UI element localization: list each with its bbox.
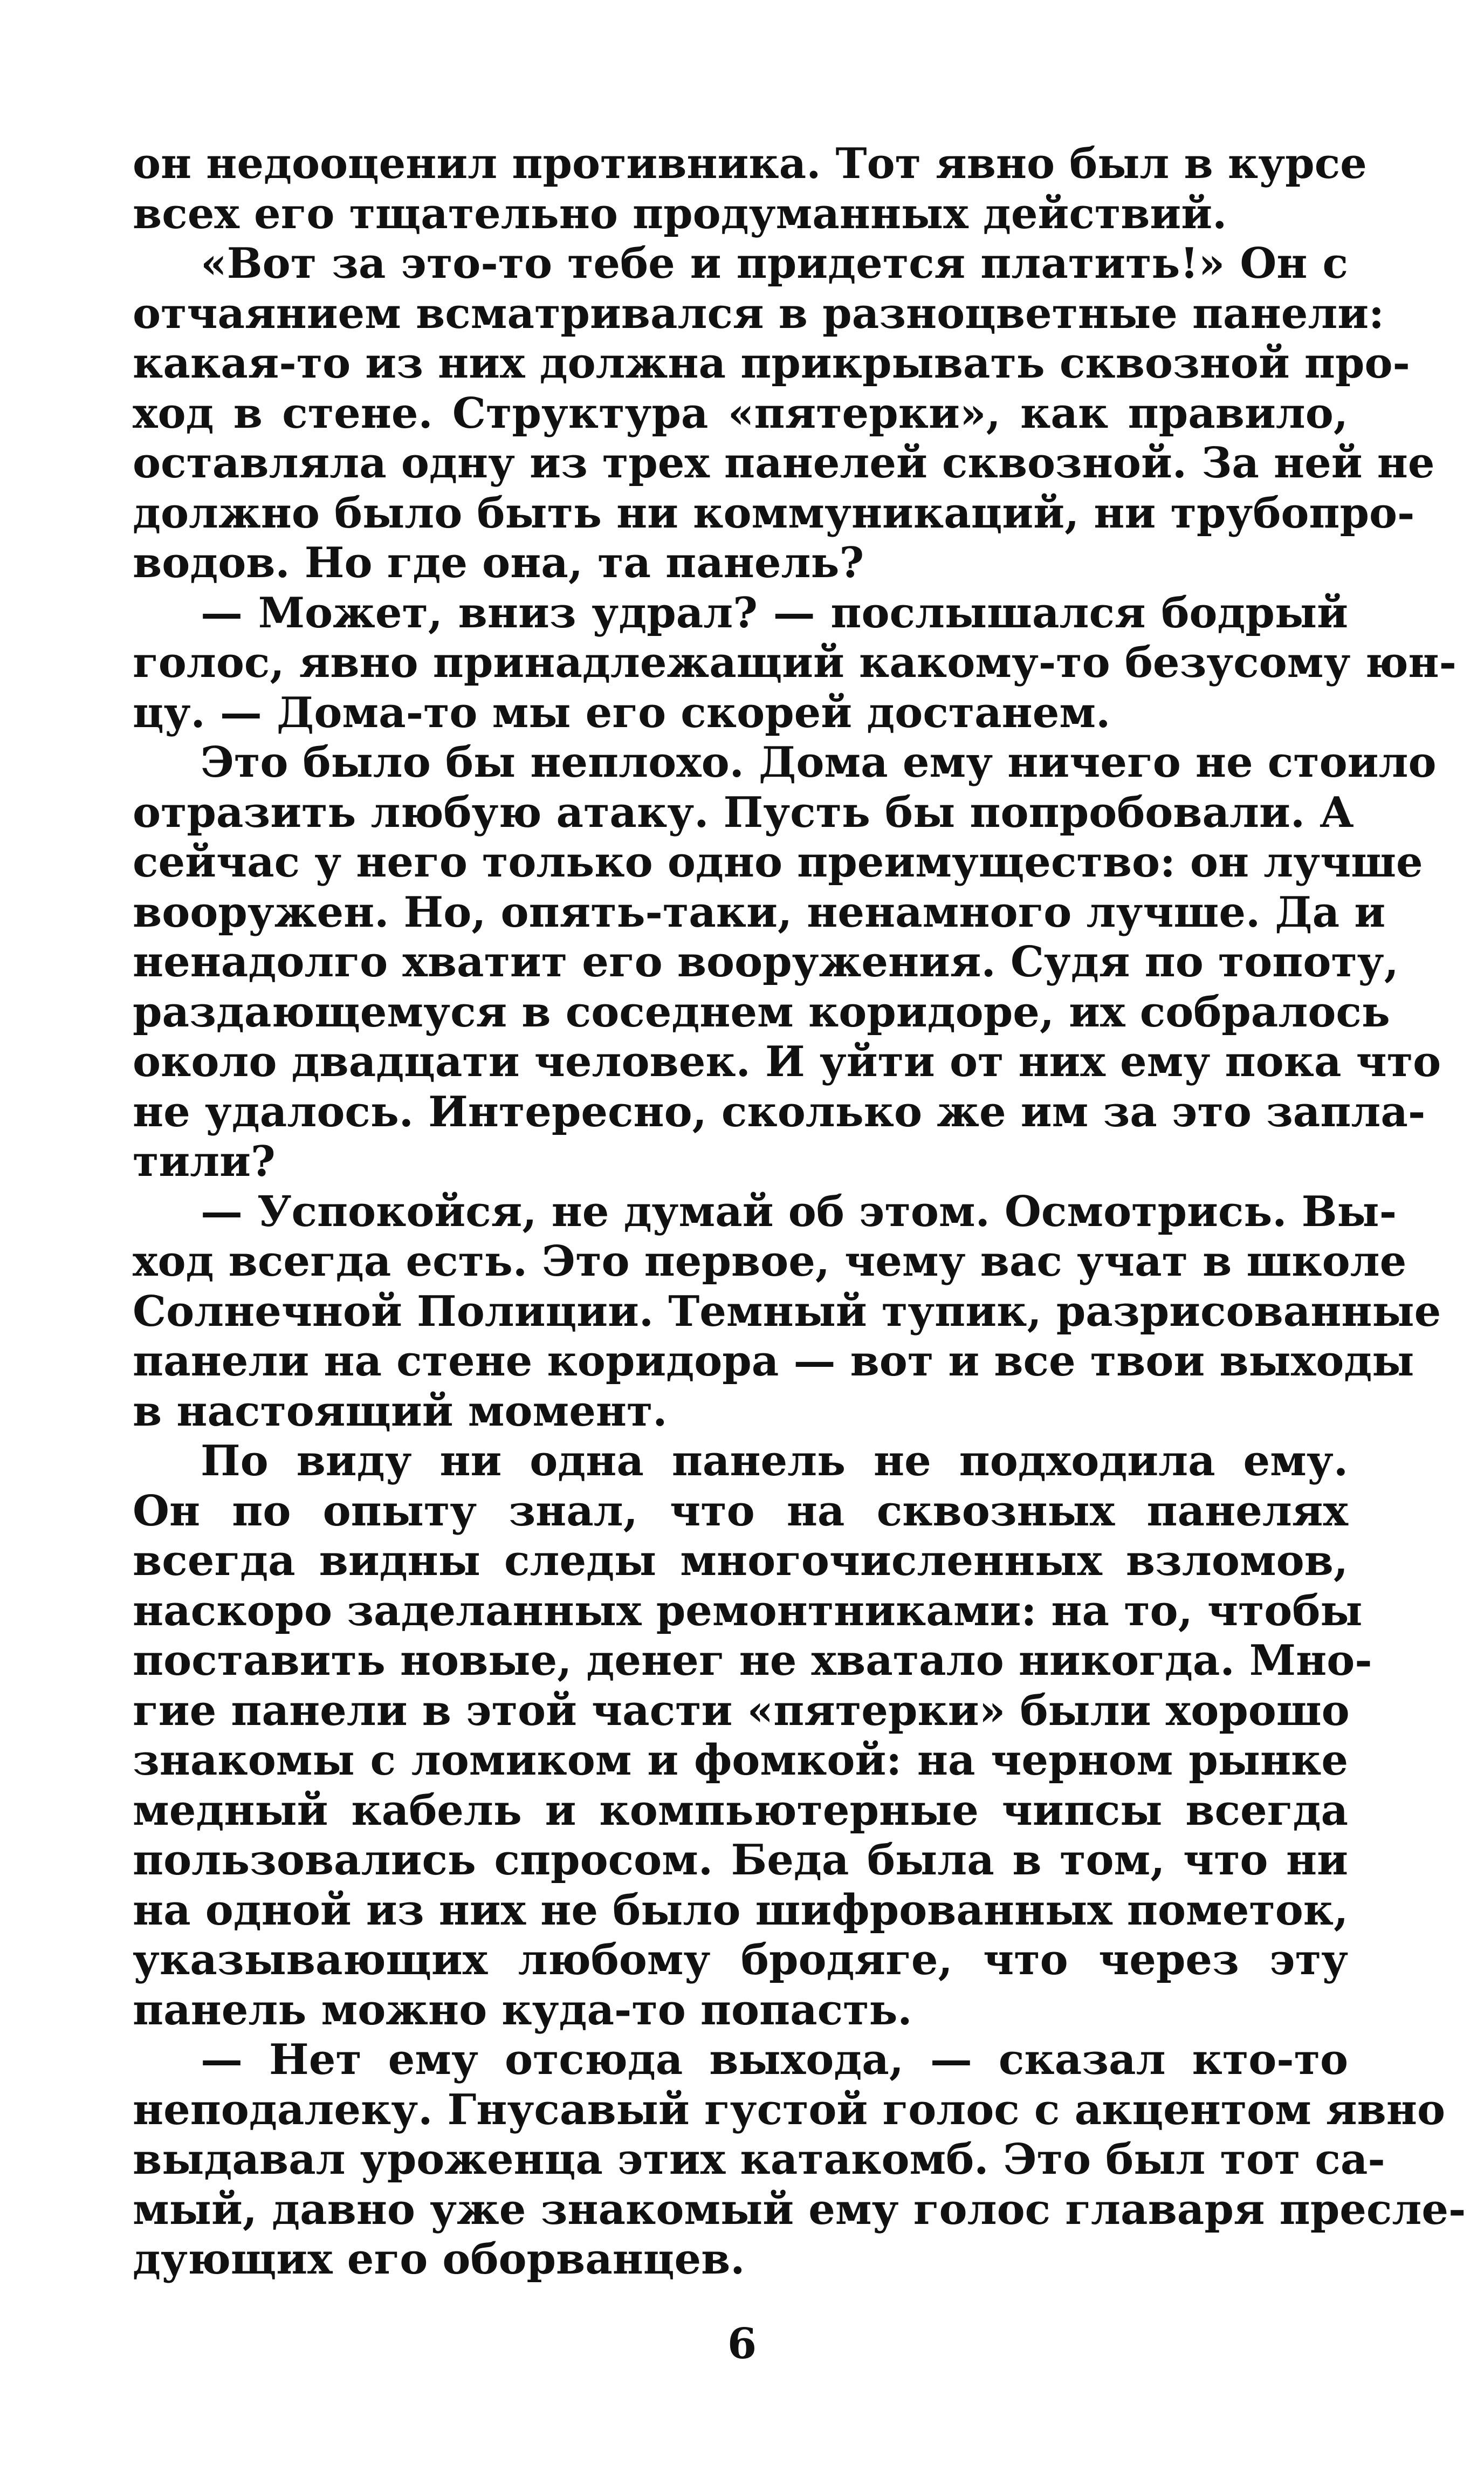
text-line: цу. — Дома-то мы его скорей достанем. — [133, 688, 1111, 737]
text-line: наскоро заделанных ремонтниками: на то, чтобы — [133, 1586, 1363, 1635]
paragraph — [133, 588, 1456, 738]
paragraph — [133, 239, 1435, 588]
text-line: вооружен. Но, опять-таки, ненамного лучше. Да и — [133, 887, 1386, 937]
text-line: знакомы с ломиком и фомкой: на черном рынке — [133, 1736, 1348, 1785]
text-line: отразить любую атаку. Пусть бы попробовали. А — [133, 788, 1354, 837]
text-line: выдавал уроженца этих катакомб. Это был тот са- — [133, 2135, 1385, 2184]
text-line: всегда видны следы многочисленных взломов, — [133, 1536, 1348, 1585]
text-line: ход в стене. Структура «пятерки», как правило, — [133, 388, 1348, 438]
paragraph — [133, 1187, 1441, 1437]
text-line: пользовались спросом. Беда была в том, что ни — [133, 1836, 1348, 1885]
text-line: ненадолго хватит его вооружения. Судя по топоту, — [133, 937, 1399, 987]
text-line: он недооценил противника. Тот явно был в курсе — [133, 139, 1367, 188]
text-line: водов. Но где она, та панель? — [133, 538, 864, 587]
text-line: панели на стене коридора — вот и все твои выходы — [133, 1337, 1414, 1386]
text-line: около двадцати человек. И уйти от них ему пока что — [133, 1037, 1441, 1086]
page-body — [133, 139, 1466, 2285]
text-line: голос, явно принадлежащий какому-то безусому юн- — [133, 638, 1456, 687]
paragraph — [133, 1436, 1372, 2035]
text-line: в настоящий момент. — [133, 1386, 668, 1436]
text-line: отчаянием всматривался в разноцветные панели: — [133, 289, 1384, 338]
text-line: оставляла одну из трех панелей сквозной. За ней не — [133, 439, 1435, 488]
text-line: Он по опыту знал, что на сквозных панелях — [133, 1486, 1348, 1536]
text-line: — Нет ему отсюда выхода, — сказал кто-то — [201, 2035, 1348, 2084]
text-line: на одной из них не было шифрованных пометок, — [133, 1885, 1349, 1935]
text-line: ход всегда есть. Это первое, чему вас учат в школе — [133, 1237, 1407, 1286]
text-line: тили? — [133, 1137, 276, 1186]
text-line: раздающемуся в соседнем коридоре, их собралось — [133, 987, 1390, 1037]
text-line: Солнечной Полиции. Темный тупик, разрисованные — [133, 1286, 1441, 1336]
text-line: дующих его оборванцев. — [133, 2235, 745, 2284]
paragraph — [133, 2035, 1466, 2285]
text-line: «Вот за это-то тебе и придется платить!» Он с — [201, 239, 1348, 288]
text-line: неподалеку. Гнусавый густой голос с акцентом явно — [133, 2085, 1445, 2134]
text-line: — Может, вниз удрал? — послышался бодрый — [201, 588, 1348, 638]
paragraph — [133, 139, 1367, 239]
text-line: должно было быть ни коммуникаций, ни трубопро- — [133, 488, 1415, 538]
text-line: указывающих любому бродяге, что через эту — [133, 1935, 1348, 1984]
paragraph — [133, 738, 1441, 1187]
page-number: 6 — [727, 2319, 757, 2368]
text-line: мый, давно уже знакомый ему голос главаря пресле- — [133, 2185, 1466, 2234]
text-line: сейчас у него только одно преимущество: он лучше — [133, 838, 1423, 887]
text-line: не удалось. Интересно, сколько же им за это запла- — [133, 1087, 1426, 1137]
text-line: гие панели в этой части «пятерки» были хорошо — [133, 1686, 1350, 1735]
text-line: Это было бы неплохо. Дома ему ничего не стоило — [201, 738, 1437, 787]
text-line: медный кабель и компьютерные чипсы всегда — [133, 1785, 1348, 1835]
text-line: — Успокойся, не думай об этом. Осмотрись. Вы- — [201, 1187, 1397, 1236]
text-line: всех его тщательно продуманных действий. — [133, 189, 1227, 238]
text-line: какая-то из них должна прикрывать сквозной про- — [133, 339, 1410, 388]
text-line: панель можно куда-то попасть. — [133, 1985, 912, 2035]
text-line: По виду ни одна панель не подходила ему. — [201, 1436, 1348, 1485]
text-line: поставить новые, денег не хватало никогда. Мно- — [133, 1636, 1372, 1685]
